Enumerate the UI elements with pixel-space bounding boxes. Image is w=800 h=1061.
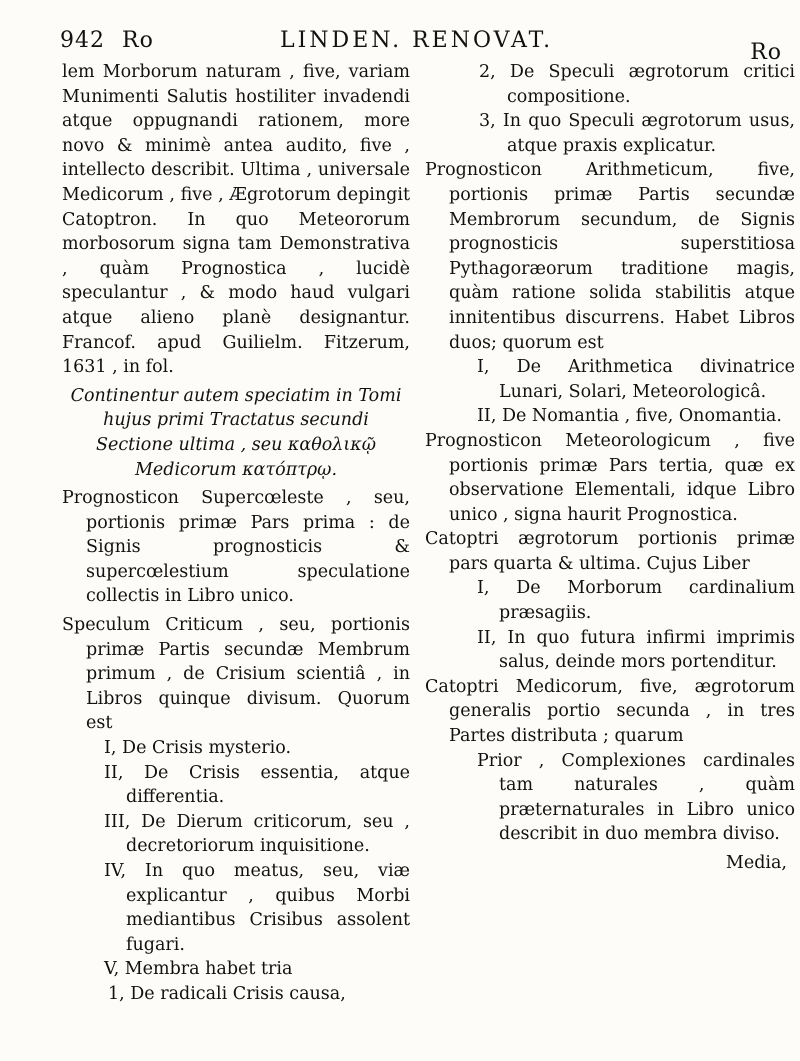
list-item: II, De Nomantia , five, Onomantia. [477,406,782,427]
entry-catoptri-medicorum: Catoptri Medicorum, five, ægrotorum generalis portio secunda , in tres Partes distributa ; quarum [425,676,795,747]
page-header [60,26,786,65]
entry-speculum-criticum: Speculum Criticum , seu, portionis primæ Partis secundæ Membrum primum , de Crisium scientiâ , in Libros quinque divisum. Quorum est [62,615,410,734]
list-item: Prior , Complexiones cardinales tam naturales , quàm præternaturales in Libro unico describit in duo membra diviso. [477,750,795,845]
list-item: 2, De Speculi ægrotorum critici compositione. [479,62,795,107]
section-heading: Continentur autem speciatim in Tomi hujus primi Tractatus secundi Sectione ultima , seu καθολικῷ Medicorum κατόπτρῳ. [70,385,402,480]
running-head-right: Ro [750,40,782,65]
list-item: IV, In quo meatus, seu, viæ explicantur , quibus Morbi mediantibus Crisibus assolent fugari. [104,861,410,955]
list-item: III, De Dierum criticorum, seu , decretoriorum inquisitione. [104,811,410,857]
right-column [425,60,795,876]
running-head-left: Ro [122,28,154,53]
page-number: 942 [60,28,105,53]
running-title: LINDEN. RENOVAT. [280,28,554,53]
left-column [62,60,410,1007]
list-item: 3, In quo Speculi ægrotorum usus, atque praxis explicatur. [479,111,795,156]
list-item: V, Membra habet tria [104,959,293,980]
entry-prognosticon-supercoeleste: Prognosticon Supercœleste , seu, portionis primæ Pars prima : de Signis prognosticis & supercœlestium speculatione collectis in Libro unico. [62,488,410,607]
intro-paragraph: lem Morborum naturam , five, variam Munimenti Salutis hostiliter invadendi atque oppugnandi rationem, more novo & minimè antea audito, five , intellecto describit. Ultima , universale Medicorum , five , Ægrotorum depingit Catoptron. In quo Meteororum morbosorum signa tam Demonstrativa , quàm Prognostica , lucidè speculantur , & modo haud vulgari atque alieno planè designantur. Francof. apud Guilielm. Fitzerum, 1631 , in fol. [62,62,410,378]
entry-prognosticon-meteorologicum: Prognosticon Meteorologicum , five portionis primæ Pars tertia, quæ ex observatione Elementali, idque Libro unico , signa haurit Prognostica. [425,430,795,525]
list-item: II, In quo futura infirmi imprimis salus, deinde mors portenditur. [477,627,795,673]
entry-catoptri-aegrotorum: Catoptri ægrotorum portionis primæ pars quarta & ultima. Cujus Liber [425,529,795,574]
catchword: Media, [725,853,787,873]
list-item: II, De Crisis essentia, atque differentia. [104,762,410,808]
list-item: I, De Crisis mysterio. [104,738,292,759]
entry-prognosticon-arithmeticum: Prognosticon Arithmeticum, five, portionis primæ Partis secundæ Membrorum secundum, de Signis prognosticis superstitiosa Pythagoræorum traditione magis, quàm ratione solida stabilitis atque innitentibus discurrens. Habet Libros duos; quorum est [425,160,795,353]
list-item: I, De Morborum cardinalium præsagiis. [477,578,795,624]
list-item: I, De Arithmetica divinatrice Lunari, Solari, Meteorologicâ. [477,357,795,402]
list-item: 1, De radicali Crisis causa, [108,983,346,1004]
